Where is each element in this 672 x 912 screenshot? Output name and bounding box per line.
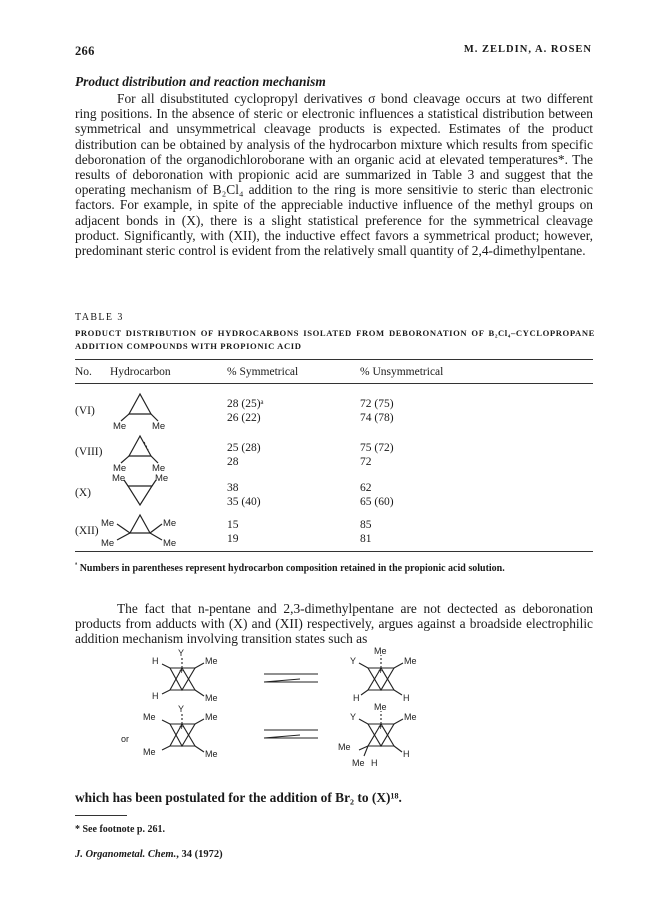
methyl-label: Me [101, 538, 115, 549]
methyl-label: Me [101, 518, 115, 529]
row-label-viii: (VIII) [75, 446, 103, 458]
table-header-unsymmetrical: % Unsymmetrical [360, 366, 444, 378]
row-label-x: (X) [75, 487, 91, 499]
table-label: TABLE 3 [75, 312, 124, 323]
footnote-mark: ᵃ [75, 559, 78, 569]
methyl-label: Me [163, 538, 177, 549]
row-label-xii: (XII) [75, 525, 99, 537]
journal-volume: , 34 (1972) [176, 849, 223, 860]
y-label: Y [350, 712, 357, 722]
plus-charge: + [378, 722, 384, 732]
cell-sym-1: 38 [227, 482, 239, 494]
cell-sym-2: 19 [227, 533, 239, 545]
h-label: H [353, 693, 360, 703]
table-header-hydrocarbon: Hydrocarbon [110, 366, 171, 378]
row-label-vi: (VI) [75, 405, 95, 417]
plus-charge: + [179, 722, 185, 732]
paragraph-1-text: For all disubstituted cyclopropyl derivatives σ bond cleavage occurs at two different ring positions. In the absence of steric or electronic influences a statistical distribution between symmetrical and unsymmetrical cleavage products is expected. Estimates of the product distribution can be obtained by analysis of the hydrocarbon mixture which results from specific deboronation of the organodichloroborane with an organic acid at elevated temperatures*. The results of deboronation with propionic acid are summarized in Table 3 and suggest that the operating mechanism of B₂Cl₄ addition to the ring is more sensitivie to steric than electronic factors. For example, in spite of the appreciable inductive influence of the methyl groups on adjacent bonds in (X), there is a slight statistical preference for the symmetrical cleavage product. Significantly, with (XII), the inductive effect favors a symmetrical product; however, predominant steric control is evident from the relatively small quantity of 2,4-dimethylpentane. [75, 91, 593, 259]
methyl-label: Me [374, 646, 387, 656]
cell-unsym-2: 81 [360, 533, 372, 545]
methyl-label: Me [352, 758, 365, 768]
y-label: Y [178, 648, 185, 658]
methyl-label: Me [113, 463, 127, 474]
h-label: H [152, 656, 159, 666]
methyl-label: Me [205, 693, 218, 703]
closing-sentence: which has been postulated for the addition of Br₂ to (X)¹⁸. [75, 790, 402, 805]
cell-unsym-1: 62 [360, 482, 372, 494]
methyl-label: Me [143, 747, 156, 757]
y-label: Y [178, 704, 185, 714]
cell-unsym-2: 74 (78) [360, 412, 394, 424]
journal-citation [75, 849, 223, 860]
paragraph-2-text: The fact that n-pentane and 2,3-dimethylpentane are not dectected as deboronation products from adducts with (X) and (XII) respectively, argues against a broadside electrophilic addition mechanism involving transition states such as [75, 601, 593, 647]
methyl-label: Me [205, 712, 218, 722]
or-label: or [121, 734, 130, 744]
methyl-label: Me [338, 742, 351, 752]
plus-charge: + [378, 666, 384, 676]
cell-sym-2: 28 [227, 456, 239, 468]
running-head: M. ZELDIN, A. ROSEN [463, 44, 592, 55]
y-label: Y [350, 656, 357, 666]
cell-unsym-1: 72 (75) [360, 398, 394, 410]
h-label: H [403, 693, 410, 703]
cell-unsym-1: 85 [360, 519, 372, 531]
cell-sym-1: 28 (25)ᵃ [227, 398, 264, 410]
table-footnote-text: Numbers in parentheses represent hydrocarbon composition retained in the propionic acid solution. [79, 563, 505, 574]
methyl-label: Me [205, 749, 218, 759]
cell-sym-1: 15 [227, 519, 239, 531]
cell-sym-1: 25 (28) [227, 442, 261, 454]
methyl-label: Me [404, 656, 417, 666]
methyl-label: Me [113, 421, 127, 432]
h-label: H [403, 749, 410, 759]
cell-unsym-2: 65 (60) [360, 496, 394, 508]
journal-name: J. Organometal. Chem. [75, 849, 177, 860]
methyl-label: Me [112, 473, 126, 484]
page-number: 266 [75, 44, 95, 58]
methyl-label: Me [152, 463, 166, 474]
methyl-label: Me [374, 702, 387, 712]
cell-sym-2: 35 (40) [227, 496, 261, 508]
h-label: H [152, 691, 159, 701]
methyl-label: Me [205, 656, 218, 666]
cell-unsym-1: 75 (72) [360, 442, 394, 454]
page-footnote: * See footnote p. 261. [75, 824, 165, 835]
cell-sym-2: 26 (22) [227, 412, 261, 424]
methyl-label: Me [152, 421, 166, 432]
h-label: H [371, 758, 378, 768]
methyl-label: Me [143, 712, 156, 722]
table-header-symmetrical: % Symmetrical [227, 366, 299, 378]
methyl-label: Me [155, 473, 169, 484]
methyl-label: Me [163, 518, 177, 529]
table-caption: PRODUCT DISTRIBUTION OF HYDROCARBONS ISOLATED FROM DEBORONATION OF B₂Cl₄–CYCLOPROPANE ADDITION COMPOUNDS WITH PROPIONIC ACID [75, 328, 595, 351]
plus-charge: + [179, 666, 185, 676]
section-title: Product distribution and reaction mechanism [75, 74, 326, 89]
footnote-rule [75, 815, 127, 816]
methyl-label: Me [404, 712, 417, 722]
cell-unsym-2: 72 [360, 456, 372, 468]
table-header-no: No. [75, 366, 92, 378]
